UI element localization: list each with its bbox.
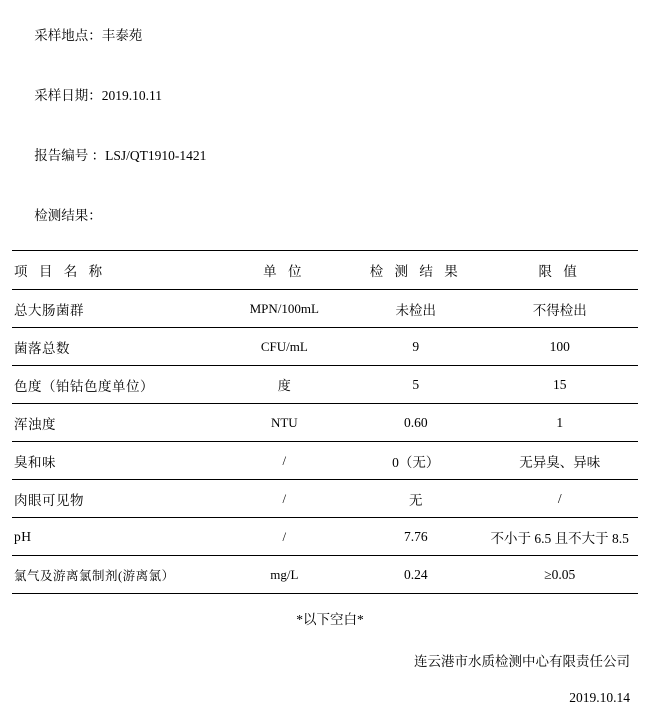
row-result: 未检出 xyxy=(350,290,481,328)
row-limit: 不得检出 xyxy=(481,290,638,328)
row-limit: / xyxy=(481,480,638,518)
column-header-item: 项 目 名 称 xyxy=(12,251,219,290)
sampling-location-label: 采样地点： xyxy=(34,28,102,43)
table-row xyxy=(12,518,638,556)
row-result: 7.76 xyxy=(350,518,481,556)
table-row xyxy=(12,442,638,480)
table-row xyxy=(12,290,638,328)
row-limit: 无异臭、异味 xyxy=(481,442,638,480)
row-name: 菌落总数 xyxy=(12,328,219,366)
row-unit: / xyxy=(219,480,350,518)
sampling-date-line xyxy=(14,66,638,126)
sampling-location-value: 丰泰苑 xyxy=(101,28,143,43)
table-row xyxy=(12,328,638,366)
row-name: 氯气及游离氯制剂(游离氯） xyxy=(12,556,219,594)
row-result: 9 xyxy=(350,328,481,366)
report-date: 2019.10.14 xyxy=(569,690,630,705)
row-unit: CFU/mL xyxy=(219,328,350,366)
sampling-location-line xyxy=(14,6,638,66)
row-name: 色度（铂钴色度单位） xyxy=(12,366,219,404)
row-name: 浑浊度 xyxy=(12,404,219,442)
company-name: 连云港市水质检测中心有限责任公司 xyxy=(414,654,630,669)
table-row xyxy=(12,366,638,404)
row-name: 臭和味 xyxy=(12,442,219,480)
sampling-date-label: 采样日期： xyxy=(34,88,102,103)
row-unit: 度 xyxy=(219,366,350,404)
column-header-unit: 单 位 xyxy=(219,251,350,290)
row-unit: NTU xyxy=(219,404,350,442)
sampling-date-value: 2019.10.11 xyxy=(101,88,162,103)
report-number-label: 报告编号 ： xyxy=(34,148,106,163)
row-result: 0（无） xyxy=(350,442,481,480)
table-header-row xyxy=(12,251,638,290)
report-footer xyxy=(12,608,638,706)
row-name: pH xyxy=(12,518,219,556)
row-limit: 100 xyxy=(481,328,638,366)
row-limit: 15 xyxy=(481,366,638,404)
row-unit: MPN/100mL xyxy=(219,290,350,328)
row-name: 肉眼可见物 xyxy=(12,480,219,518)
row-result: 5 xyxy=(350,366,481,404)
row-name: 总大肠菌群 xyxy=(12,290,219,328)
table-row xyxy=(12,404,638,442)
row-result: 0.60 xyxy=(350,404,481,442)
row-unit: / xyxy=(219,442,350,480)
blank-note: *以下空白* xyxy=(296,612,364,627)
report-number-line xyxy=(14,126,638,186)
test-results-line xyxy=(14,186,638,246)
report-number-value: LSJ/QT1910-1421 xyxy=(105,148,207,163)
row-result: 0.24 xyxy=(350,556,481,594)
test-results-label: 检测结果： xyxy=(34,208,102,223)
report-header xyxy=(12,6,638,246)
row-limit: ≥0.05 xyxy=(481,556,638,594)
results-table-body xyxy=(12,290,638,594)
row-unit: / xyxy=(219,518,350,556)
table-row xyxy=(12,556,638,594)
results-table-head xyxy=(12,251,638,290)
row-limit: 不小于 6.5 且不大于 8.5 xyxy=(481,518,638,556)
column-header-limit: 限 值 xyxy=(481,251,638,290)
row-unit: mg/L xyxy=(219,556,350,594)
row-limit: 1 xyxy=(481,404,638,442)
results-table xyxy=(12,251,638,594)
table-row xyxy=(12,480,638,518)
column-header-result: 检 测 结 果 xyxy=(350,251,481,290)
row-result: 无 xyxy=(350,480,481,518)
